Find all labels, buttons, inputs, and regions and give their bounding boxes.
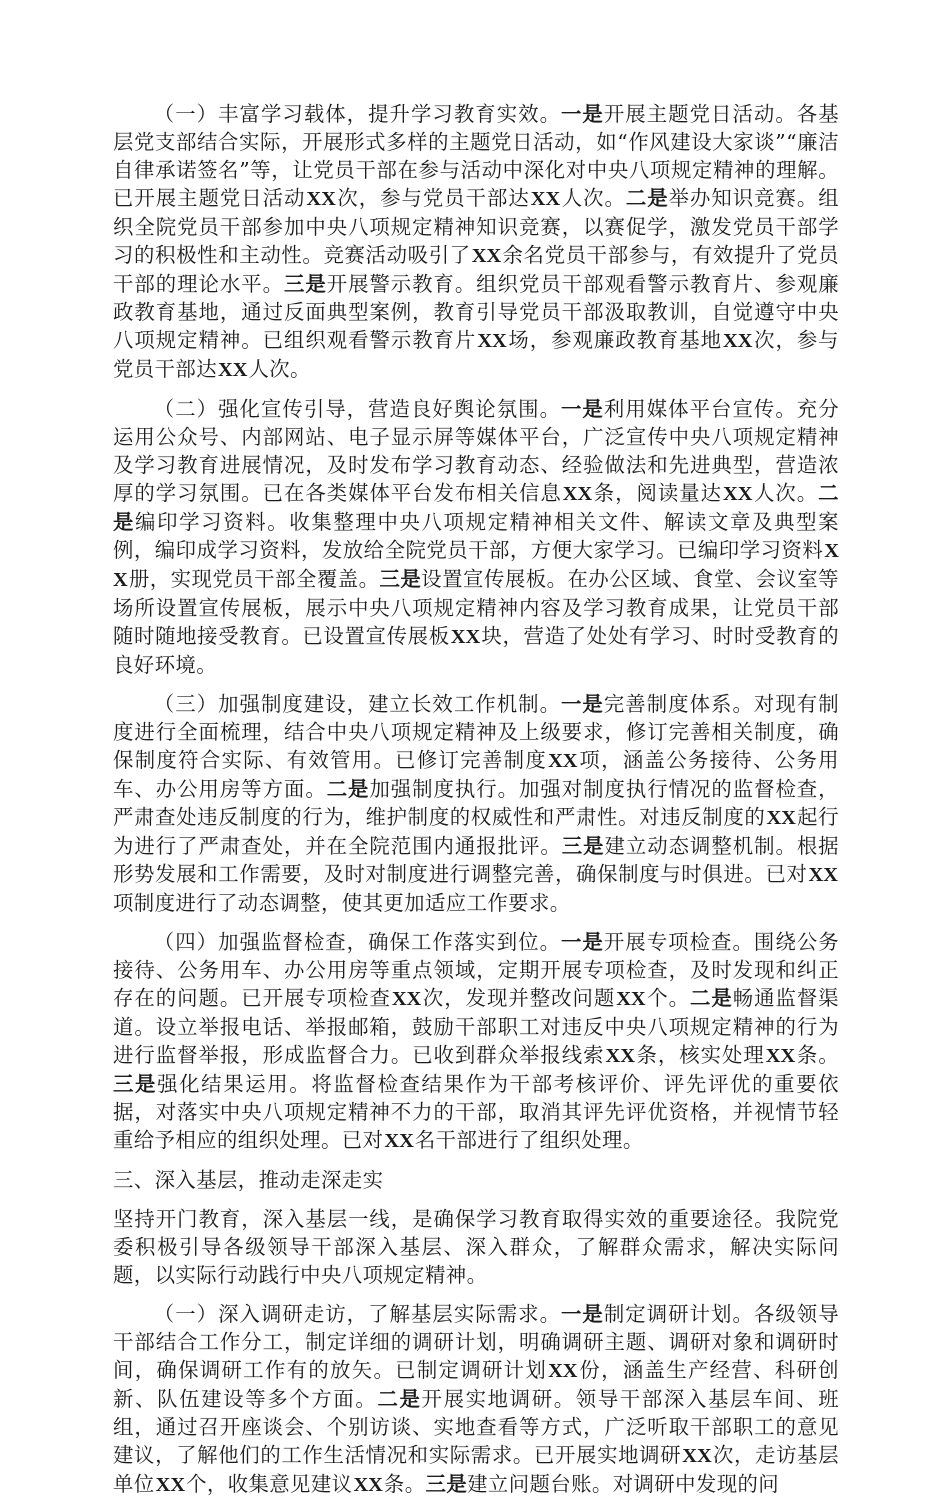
text-run: 项，涵盖公务接待、公务用车、办公用房等方面。 — [113, 748, 839, 801]
enumerator-marker: 一是 — [561, 692, 604, 716]
text-run: 开展实地调研。领导干部深入基层车间、班组，通过召开座谈会、个别访谈、实地查看等方式，广泛听取干部职工的意见建议，了解他们的工作生活情况和实际需求。已开展实地调研 — [113, 1387, 839, 1467]
text-run: 强化结果运用。将监督检查结果作为干部考核评价、评先评优的重要依据，对落实中央八项规定精神不力的干部，取消其评先评优资格，并视情节轻重给予相应的组织处理。已对 — [113, 1072, 839, 1152]
placeholder-value: XX — [306, 188, 336, 210]
document-paragraph — [113, 395, 839, 679]
placeholder-value: XX — [682, 1445, 712, 1467]
document-paragraph — [113, 1300, 839, 1499]
text-run: 利用媒体平台宣传。充分运用公众号、内部网站、电子显示屏等媒体平台，广泛宣传中央八项规定精神及学习教育进展情况，及时发布学习教育动态、经验做法和先进典型，营造浓厚的学习氛围。已在各类媒体平台发布相关信息 — [113, 397, 839, 505]
text-run: 人次。 — [753, 481, 819, 505]
enumerator-marker: 一是 — [561, 930, 604, 954]
text-run: 设置宣传展板。在办公区域、食堂、会议室等场所设置宣传展板，展示中央八项规定精神内容及学习教育成果，让党员干部随时随地接受教育。已设置宣传展板 — [113, 567, 839, 648]
text-run: 条，阅读量达 — [593, 481, 723, 505]
text-run: （一）深入调研走访，了解基层实际需求。 — [153, 1302, 561, 1326]
text-run: 人次。 — [248, 357, 311, 381]
text-run: 个，收集意见建议 — [186, 1472, 353, 1496]
enumerator-marker: 三是 — [113, 1072, 158, 1096]
text-run: （四）加强监督检查，确保工作落实到位。 — [153, 930, 561, 954]
enumerator-marker: 三是 — [379, 567, 422, 591]
text-run: 开展警示教育。组织党员干部观看警示教育片、参观廉政教育基地，通过反面典型案例，教育引导党员干部汲取教训，自觉遵守中央八项规定精神。已组织观看警示教育片 — [113, 272, 839, 352]
placeholder-value: XX — [766, 807, 796, 829]
text-run: 制定调研计划。各级领导干部结合工作分工，制定详细的调研计划，明确调研主题、调研对象和调研时间，确保调研工作有的放矢。已制定调研计划 — [113, 1302, 839, 1382]
placeholder-value: XX — [218, 359, 248, 381]
text-run: 开展主题党日活动。各基层党支部结合实际，开展形式多样的主题党日活动，如“作风建设大家谈”“廉洁自律承诺签名”等，让党员干部在参与活动中深化对中央八项规定精神的理解。已开展主题党日活动 — [113, 102, 839, 210]
text-run: 坚持开门教育，深入基层一线，是确保学习教育取得实效的重要途径。我院党委积极引导各级领导干部深入基层、深入群众，了解群众需求，解决实际问题，以实际行动践行中央八项规定精神。 — [113, 1207, 839, 1287]
document-paragraph — [113, 690, 839, 917]
placeholder-value: XX — [548, 1360, 578, 1382]
placeholder-value: XX — [391, 988, 422, 1010]
placeholder-value: XX — [723, 483, 753, 505]
enumerator-marker: 二是 — [625, 186, 669, 210]
section-heading — [113, 1166, 839, 1194]
enumerator-marker: 二是 — [377, 1387, 422, 1411]
text-run: 三、深入基层，推动走深走实 — [113, 1168, 384, 1192]
enumerator-marker: 二是 — [689, 986, 733, 1010]
text-run: 册，实现党员干部全覆盖。 — [128, 567, 380, 591]
text-run: 次，走访基层单位 — [113, 1443, 839, 1496]
placeholder-value: XX — [450, 626, 481, 648]
placeholder-value: XX — [548, 750, 578, 772]
document-paragraph — [113, 100, 839, 384]
document-paragraph — [113, 1205, 839, 1289]
enumerator-marker: 二是 — [326, 777, 370, 801]
enumerator-marker: 三是 — [561, 834, 605, 858]
text-run: 人次。 — [561, 186, 626, 210]
placeholder-value: XX — [765, 1045, 796, 1067]
placeholder-value: XX — [477, 330, 507, 352]
text-run: 条。 — [383, 1472, 426, 1496]
text-run: 条。 — [796, 1043, 839, 1067]
text-run: 次，参与党员干部达 — [113, 328, 839, 381]
placeholder-value: XX — [530, 188, 561, 210]
placeholder-value: XX — [471, 245, 502, 267]
text-run: （一）丰富学习载体，提升学习教育实效。 — [153, 102, 561, 126]
text-run: 名干部进行了组织处理。 — [414, 1128, 644, 1152]
text-run: 完善制度体系。对现有制度进行全面梳理，结合中央八项规定精神及上级要求，修订完善相关制度，确保制度符合实际、有效管用。已修订完善制度 — [113, 692, 839, 772]
text-run: 余名党员干部参与，有效提升了党员干部的理论水平。 — [113, 243, 839, 296]
document-paragraph — [113, 928, 839, 1155]
placeholder-value: XX — [384, 1130, 414, 1152]
text-run: 加强制度执行。加强对制度执行情况的监督检查，严肃查处违反制度的行为，维护制度的权威性和严肃性。对违反制度的 — [113, 777, 839, 829]
placeholder-value: XX — [155, 1474, 186, 1496]
text-run: 建立问题台账。对调研中发现的问 — [467, 1472, 780, 1496]
text-run: 个。 — [646, 986, 690, 1010]
enumerator-marker: 一是 — [561, 102, 604, 126]
enumerator-marker: 二是 — [113, 481, 839, 534]
enumerator-marker: 三是 — [425, 1472, 468, 1496]
document-body — [113, 100, 839, 1499]
placeholder-value: XX — [353, 1474, 383, 1496]
text-run: 畅通监督渠道。设立举报电话、举报邮箱，鼓励干部职工对违反中央八项规定精神的行为进行监督举报，形成监督合力。已收到群众举报线索 — [113, 986, 839, 1067]
placeholder-value: XX — [808, 864, 838, 886]
placeholder-value: XX — [616, 988, 646, 1010]
text-run: （三）加强制度建设，建立长效工作机制。 — [153, 692, 561, 716]
text-run: 建立动态调整机制。根据形势发展和工作需要，及时对制度进行调整完善，确保制度与时俱进。已对 — [113, 834, 839, 886]
text-run: 次，发现并整改问题 — [422, 986, 616, 1010]
placeholder-value: XX — [113, 540, 839, 591]
text-run: 份，涵盖生产经营、科研创新、队伍建设等多个方面。 — [113, 1358, 839, 1411]
text-run: （二）强化宣传引导，营造良好舆论氛围。 — [153, 397, 561, 421]
text-run: 起行为进行了严肃查处，并在全院范围内通报批评。 — [113, 805, 839, 858]
placeholder-value: XX — [562, 483, 593, 505]
text-run: 次，参与党员干部达 — [336, 186, 530, 210]
placeholder-value: XX — [723, 330, 753, 352]
enumerator-marker: 一是 — [561, 1302, 604, 1326]
text-run: 块，营造了处处有学习、时时受教育的良好环境。 — [113, 624, 839, 677]
text-run: 条，核实处理 — [635, 1043, 765, 1067]
placeholder-value: XX — [605, 1045, 635, 1067]
text-run: 编印学习资料。收集整理中央八项规定精神相关文件、解读文章及典型案例，编印成学习资料，发放给全院党员干部，方便大家学习。已编印学习资料 — [113, 510, 839, 562]
text-run: 开展专项检查。围绕公务接待、公务用车、办公用房等重点领域，定期开展专项检查，及时发现和纠正存在的问题。已开展专项检查 — [113, 930, 839, 1010]
enumerator-marker: 三是 — [283, 272, 327, 296]
text-run: 举办知识竞赛。组织全院党员干部参加中央八项规定精神知识竞赛，以赛促学，激发党员干部学习的积极性和主动性。竞赛活动吸引了 — [113, 186, 840, 267]
text-run: 场，参观廉政教育基地 — [507, 328, 723, 352]
text-run: 项制度进行了动态调整，使其更加适应工作要求。 — [113, 891, 571, 915]
enumerator-marker: 一是 — [561, 397, 604, 421]
